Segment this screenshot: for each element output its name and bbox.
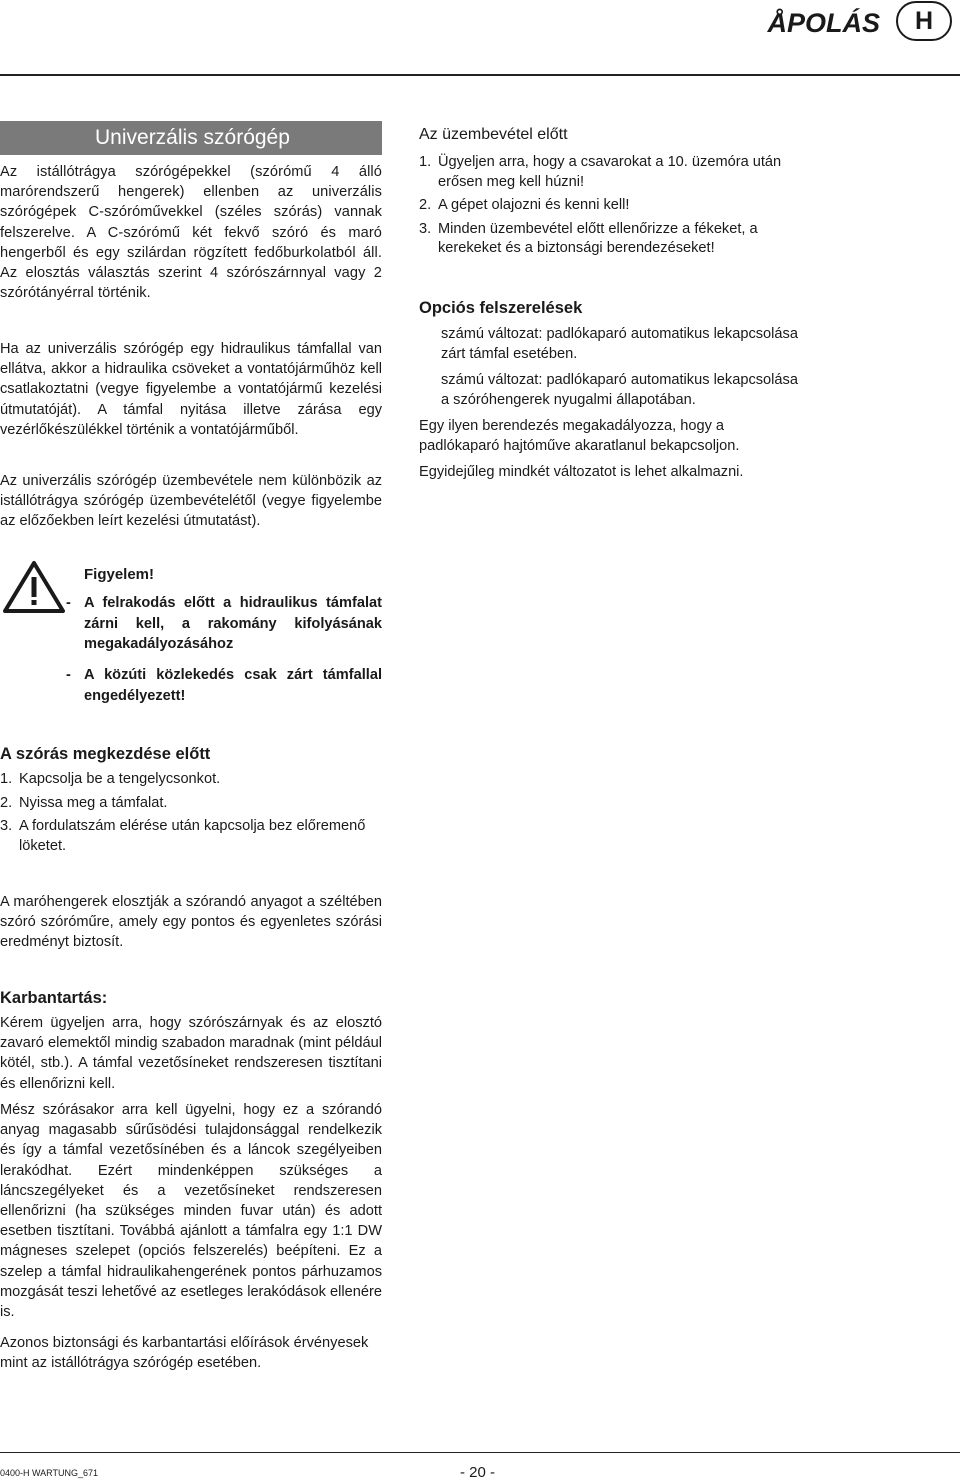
heading-before-startup: Az üzembevétel előtt: [419, 126, 568, 143]
box-title: Univerzális szórógép: [95, 126, 290, 149]
spreading-steps: [0, 770, 385, 856]
list-item: 1. Kapcsolja be a tengelycsonkot.: [0, 771, 221, 787]
startup-paragraph: Az univerzális szórógép üzembevétele nem különbözik az istállótrágya szórógép üzembevételétől (vegye figyelembe az előzőekben leírt kezelési útmutatást).: [0, 473, 382, 530]
option-paragraph: Egy ilyen berendezés megakadályozza, hogy a padlókaparó hajtóműve akaratlanul bekapcsoljon.: [419, 418, 740, 455]
intro-paragraph: Az istállótrágya szórógépekkel (szórómű 4 álló marórendszerű hengerek) ellenben az univerzális szórógépek C-szóróművekkel (széles szórás) vannak felszerelve. A C-szórómű két fekvő szóró és maró hengerből és egy szilárdan rögzített fedőburkolatból áll. Az elosztás választás szerint 4 szórószárnnyal vagy 2 szórótányérral történik.: [0, 164, 382, 302]
language-badge: [896, 1, 952, 41]
heading-maintenance: Karbantartás:: [0, 989, 108, 1007]
rollers-paragraph: A maróhengerek elosztják a szórandó anyagot a széltében szóró szóróműre, amely egy pontos és egyenletes szórási eredményt biztosít.: [0, 894, 382, 951]
list-item: 1. Ügyeljen arra, hogy a csavarokat a 10. üzemóra után erősen meg kell húzni!: [419, 154, 782, 190]
startup-steps: [419, 153, 804, 259]
heading-optional-equipment: Opciós felszerelések: [419, 299, 583, 317]
list-item: 2. A gépet olajozni és kenni kell!: [419, 197, 630, 213]
list-item: 3. A fordulatszám elérése után kapcsolja bez előremenő löketet.: [0, 818, 366, 854]
heading-before-spreading: A szórás megkezdése előtt: [0, 745, 211, 763]
option-1: számú változat: padlókaparó automatikus lekapcsolása zárt támfal esetében.: [441, 326, 798, 363]
maintenance-paragraph-1: Kérem ügyeljen arra, hogy szórószárnyak és az elosztó zavaró elemektől mindig szabadon maradnak (mint például kötél, stb.). A támfal vezetősíneket rendszeresen tisztítani és ellenőrizni kell.: [0, 1015, 382, 1092]
warning-item: - A közúti közlekedés csak zárt támfallal engedélyezett!: [66, 667, 382, 704]
list-item: 3. Minden üzembevétel előtt ellenőrizze a fékeket, a kerekeket és a biztonsági berendezéseket!: [419, 220, 758, 256]
section-title: ÅPOLÁS: [767, 8, 880, 38]
header-rule: [0, 74, 960, 76]
language-badge-label: H: [914, 7, 934, 35]
list-item: 2. Nyissa meg a támfalat.: [0, 794, 168, 811]
warning-title: Figyelem!: [84, 566, 155, 583]
footer-rule: [0, 1452, 960, 1453]
option-2: számú változat: padlókaparó automatikus lekapcsolása a szóróhengerek nyugalmi állapotában.: [441, 372, 798, 409]
option-combined: Egyidejűleg mindkét változatot is lehet alkalmazni.: [419, 464, 744, 480]
page-header: [0, 0, 960, 78]
page-number: - 20 -: [460, 1464, 496, 1481]
warning-triangle-icon: [2, 560, 66, 614]
document-code: 0400-H WARTUNG_671: [0, 1468, 99, 1478]
maintenance-paragraph-2: Mész szórásakor arra kell ügyelni, hogy ez a szórandó anyag magasabb sűrűsödési tulajdonsággal rendelkezik és így a támfal vezetősínében és a láncok szegélyeiben lerakódhat. Ezért mindenképpen szükséges a láncszegélyeket és a vezetősíneket rendszeresen ellenőrizni (ha szükséges minden fuvar után) és adott esetben tisztítani. Továbbá ajánlott a támfalra egy 1:1 DW mágneses szelepet (opciós felszerelés) beépíteni. Ez a szelep a támfal hidraulikahengerének pontos párhuzamos mozgását teszi lehetővé az esetleges lerakódások ellenére is.: [0, 1102, 382, 1321]
warning-item: - A felrakodás előtt a hidraulikus támfalat zárni kell, a rakomány kifolyásának megakadályozásához: [66, 595, 382, 652]
hydraulic-paragraph: Ha az univerzális szórógép egy hidraulikus támfallal van ellátva, akkor a hidraulika csöveket a vontatójárműhöz kell csatlakoztatni (vegye figyelembe a vontatójármű kezelési útmutatóját). A támfal nyitása illetve zárása egy vezérlőkészülékkel történik a vontatójárműből.: [0, 341, 382, 438]
maintenance-paragraph-3: Azonos biztonsági és karbantartási előírások érvényesek mint az istállótrágya szórógép esetében.: [0, 1335, 369, 1372]
title-bar: [0, 121, 382, 155]
